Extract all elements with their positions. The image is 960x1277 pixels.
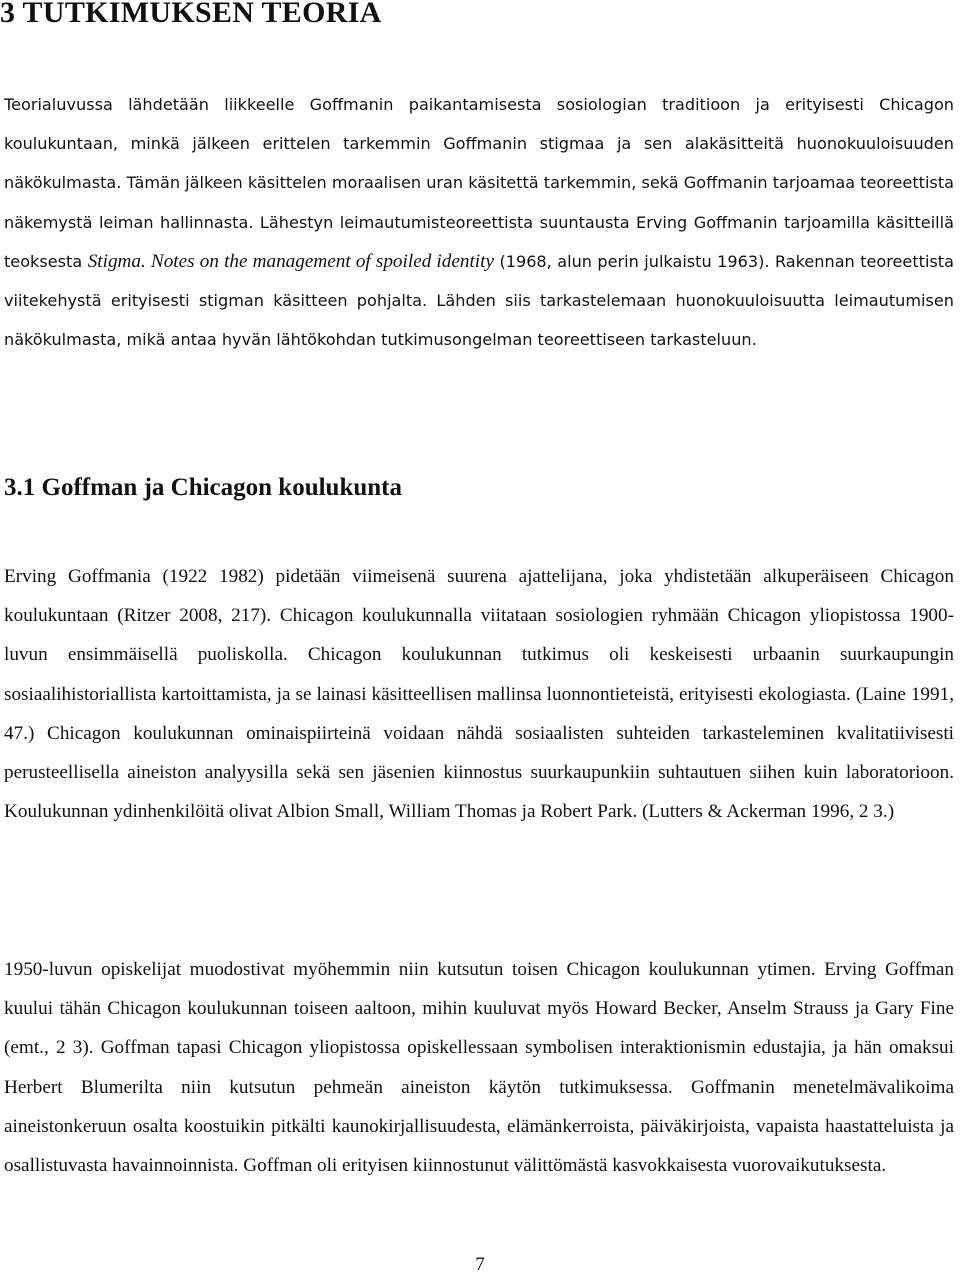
intro-sentence-5: Lähden siis tarkastelemaan huonokuuloisuutta leimautumisen näkökulmasta, mikä antaa hyvän lähtökohdan tutkimusongelman teoreettiseen tarkasteluun.: [4, 291, 954, 350]
book-title: Stigma. Notes on the management of spoiled identity: [87, 250, 494, 272]
intro-paragraph: [4, 85, 954, 359]
chapter-title: 3 TUTKIMUKSEN TEORIA: [0, 0, 382, 29]
body-paragraph-2: 1950-luvun opiskelijat muodostivat myöhemmin niin kutsutun toisen Chicagon koulukunnan ytimen. Erving Goffman kuului tähän Chicagon koulukunnan toiseen aaltoon, mihin kuuluvat myös Howard Becker, Anselm Strauss ja Gary Fine (emt., 2 3). Goffman tapasi Chicagon yliopistossa opiskellessaan symbolisen interaktionismin edustajia, ja hän omaksui Herbert Blumerilta niin kutsutun pehmeän aineiston käytön tutkimuksessa. Goffmanin menetelmävalikoima aineistonkeruun osalta koostuikin pitkälti kaunokirjallisuudesta, elämänkerroista, päiväkirjoista, vapaista haastatteluista ja osallistuvasta havainnoinnista. Goffman oli erityisen kiinnostunut välittömästä kasvokkaisesta vuorovaikutuksesta.: [4, 959, 954, 1177]
intro-sentence-1: Teorialuvussa lähdetään liikkeelle Goffmanin paikantamisesta sosiologian traditioon ja erityisesti Chicagon koulukuntaan, minkä jälkeen erittelen tarkemmin Goffmanin stigmaa ja sen alakäsitteitä huonokuuloisuuden näkökulmasta.: [4, 95, 954, 193]
intro-sentence-4: Rakennan teoreettista viitekehystä erityisesti stigman käsitteen pohjalta.: [4, 251, 954, 311]
section-heading: 3.1 Goffman ja Chicagon koulukunta: [4, 474, 402, 501]
intro-sentence-3: (1968, alun perin julkaistu 1963).: [499, 251, 770, 271]
body-paragraph-1: Erving Goffmania (1922 1982) pidetään viimeisenä suurena ajattelijana, joka yhdistetään alkuperäiseen Chicagon koulukuntaan (Ritzer 2008, 217). Chicagon koulukunnalla viitataan sosiologien ryhmään Chicagon yliopistossa 1900-luvun ensimmäisellä puoliskolla. Chicagon koulukunnan tutkimus oli keskeisesti urbaanin suurkaupungin sosiaalihistoriallista kartoittamista, ja se lainasi käsitteellisen mallinsa luonnontieteistä, erityisesti ekologiasta. (Laine 1991, 47.) Chicagon koulukunnan ominaispiirteinä voidaan nähdä sosiaalisten suhteiden tarkasteleminen kvalitatiivisesti perusteellisella aineiston analyysilla sekä sen jäsenien kiinnostus suurkaupunkiin suhtautuen siihen kuin laboratorioon. Koulukunnan ydinhenkilöitä olivat Albion Small, William Thomas ja Robert Park. (Lutters & Ackerman 1996, 2 3.): [4, 566, 954, 823]
page-number: 7: [475, 1254, 485, 1275]
intro-sentence-2: Tämän jälkeen käsittelen moraalisen uran käsitettä tarkemmin, sekä Goffmanin tarjoamaa teoreettista näkemystä leiman hallinnasta. Lähestyn leimautumisteoreettista suuntausta Erving Goffmanin tarjoamilla käsitteillä teoksesta: [4, 173, 954, 271]
